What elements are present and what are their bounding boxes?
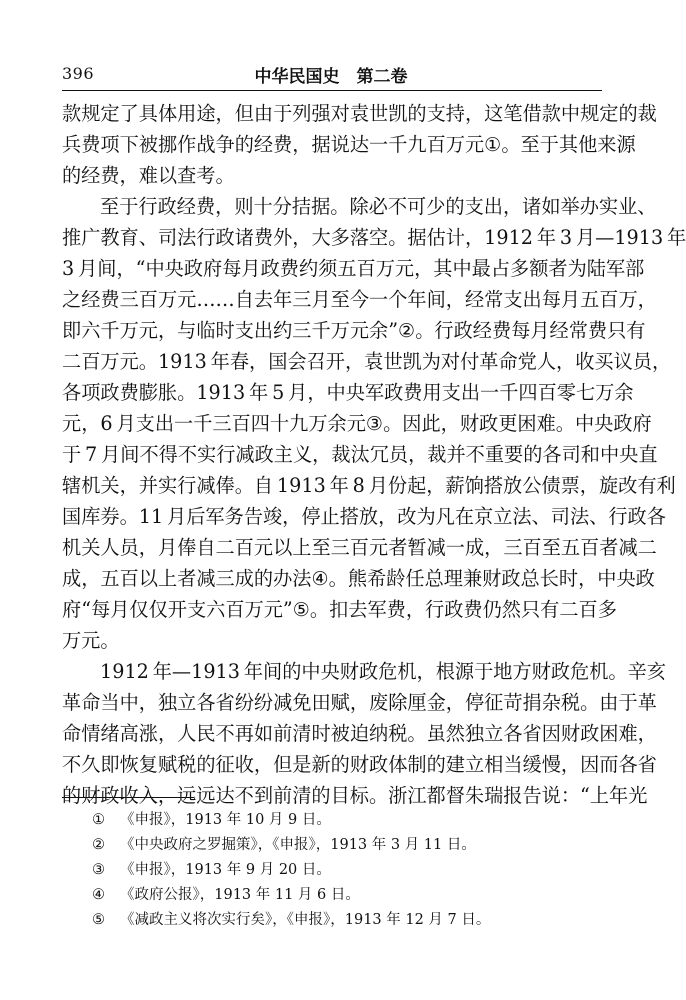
text-line: 革 命 当 中 ， 独 立 各 省 纷 纷 减 免 田 赋 ， 废 除 厘 金 ， 停 征 苛 捐 杂 税 。 由 于 革 (62, 691, 657, 714)
text-line: 兵 费 项 下 被 挪 作 战 争 的 经 费 ， 据 说 达 一 千 九 百 万 元 ① 。 至 于 其 他 来 源 (62, 133, 636, 156)
text-line: 至 于 行 政 经 费 ， 则 十 分 拮 据 。 除 必 不 可 少 的 支 出 ， 诸 如 举 办 实 业 、 (100, 195, 657, 218)
text-line: 辖 机 关 ， 并 实 行 减 俸 。 自 1 9 1 3 年 8 月 份 起 ， 薪 饷 搭 放 公 债 票 ， 旋 改 有 利 (62, 474, 676, 497)
text-line: 各 项 政 费 膨 胀 。 1 9 1 3 年 5 月 ， 中 央 军 政 费 用 支 出 一 千 四 百 零 七 万 余 (62, 381, 634, 404)
footnote-text: 《申报》，1913 年 10 月 9 日。 (120, 812, 331, 828)
body-text (62, 98, 686, 811)
footnote-text: 《中央政府之罗掘策》，《申报》，1913 年 3 月 11 日。 (120, 837, 476, 853)
text-line: 款 规 定 了 具 体 用 途 ， 但 由 于 列 强 对 袁 世 凯 的 支 持 ， 这 笔 借 款 中 规 定 的 裁 (62, 102, 657, 125)
page-number: 396 (62, 64, 95, 83)
footnote-marker: ③ (92, 862, 105, 878)
footnote-marker: ② (92, 837, 105, 853)
text-line: 国 库 券 。 1 1 月 后 军 务 告 竣 ， 停 止 搭 放 ， 改 为 凡 在 京 立 法 、 司 法 、 行 政 各 (62, 505, 666, 528)
text-line: 不 久 即 恢 复 赋 税 的 征 收 ， 但 是 新 的 财 政 体 制 的 建 立 相 当 缓 慢 ， 因 而 各 省 (62, 753, 657, 776)
text-line: 元 ， 6 月 支 出 一 千 三 百 四 十 九 万 余 元 ③ 。 因 此 ， 财 政 更 困 难 。 中 央 政 府 (62, 412, 652, 435)
text-line: 府 “ 每 月 仅 仅 开 支 六 百 万 元 ” ⑤ 。 扣 去 军 费 ， 行 政 费 仍 然 只 有 二 百 多 (62, 598, 617, 621)
running-title: 中华民国史 第二卷 (254, 67, 408, 87)
footnote-marker: ① (92, 812, 105, 828)
footnote-text: 《政府公报》，1913 年 11 月 6 日。 (120, 887, 360, 903)
header-rule (62, 90, 602, 91)
text-line: 即 六 千 万 元 ， 与 临 时 支 出 约 三 千 万 元 余 ” ② 。 行 政 经 费 每 月 经 常 费 只 有 (62, 319, 646, 342)
footnote (92, 883, 612, 908)
footnote-marker: ④ (92, 887, 105, 903)
text-line: 3 月 间 ， “ 中 央 政 府 每 月 政 费 约 须 五 百 万 元 ， 其 中 最 占 多 额 者 为 陆 军 部 (62, 257, 645, 280)
footnotes (92, 808, 612, 933)
text-line: 的财政收入，远远达不到前清的目标。浙江都督朱瑞报告说：“上年光 (62, 784, 648, 807)
text-line: 成 ， 五 百 以 上 者 减 三 成 的 办 法 ④ 。 熊 希 龄 任 总 理 兼 财 政 总 长 时 ， 中 央 政 (62, 567, 655, 590)
footnote (92, 808, 612, 833)
page-header (62, 58, 600, 88)
footnote (92, 833, 612, 858)
footnote (92, 858, 612, 883)
text-line: 之 经 费 三 百 万 元 … … 自 去 年 三 月 至 今 一 个 年 间 ， 经 常 支 出 每 月 五 百 万 ， (62, 288, 657, 311)
text-line: 推 广 教 育 、 司 法 行 政 诸 费 外 ， 大 多 落 空 。 据 估 计 ， 1 9 1 2 年 3 月 — 1 9 1 3 年 (62, 226, 686, 249)
text-line: 于 7 月 间 不 得 不 实 行 减 政 主 义 ， 裁 汰 冗 员 ， 裁 并 不 重 要 的 各 司 和 中 央 直 (62, 443, 658, 466)
footnote-rule (62, 797, 194, 798)
text-line: 1 9 1 2 年 — 1 9 1 3 年 间 的 中 央 财 政 危 机 ， 根 源 于 地 方 财 政 危 机 。 辛 亥 (100, 660, 666, 683)
text-line: 的经费，难以查考。 (62, 164, 235, 187)
footnote-text: 《申报》，1913 年 9 月 20 日。 (120, 862, 331, 878)
footnote-text: 《减政主义将次实行矣》，《申报》，1913 年 12 月 7 日。 (120, 912, 491, 928)
text-line: 万元。 (62, 629, 120, 652)
text-line: 机 关 人 员 ， 月 俸 自 二 百 元 以 上 至 三 百 元 者 暂 减 一 成 ， 三 百 至 五 百 者 减 二 (62, 536, 657, 559)
footnote-marker: ⑤ (92, 912, 105, 928)
footnote (92, 908, 612, 933)
text-line: 二 百 万 元 。 1 9 1 3 年 春 ， 国 会 召 开 ， 袁 世 凯 为 对 付 革 命 党 人 ， 收 买 议 员 ， (62, 350, 672, 373)
text-line: 命 情 绪 高 涨 ， 人 民 不 再 如 前 清 时 被 迫 纳 税 。 虽 然 独 立 各 省 因 财 政 困 难 ， (62, 722, 657, 745)
